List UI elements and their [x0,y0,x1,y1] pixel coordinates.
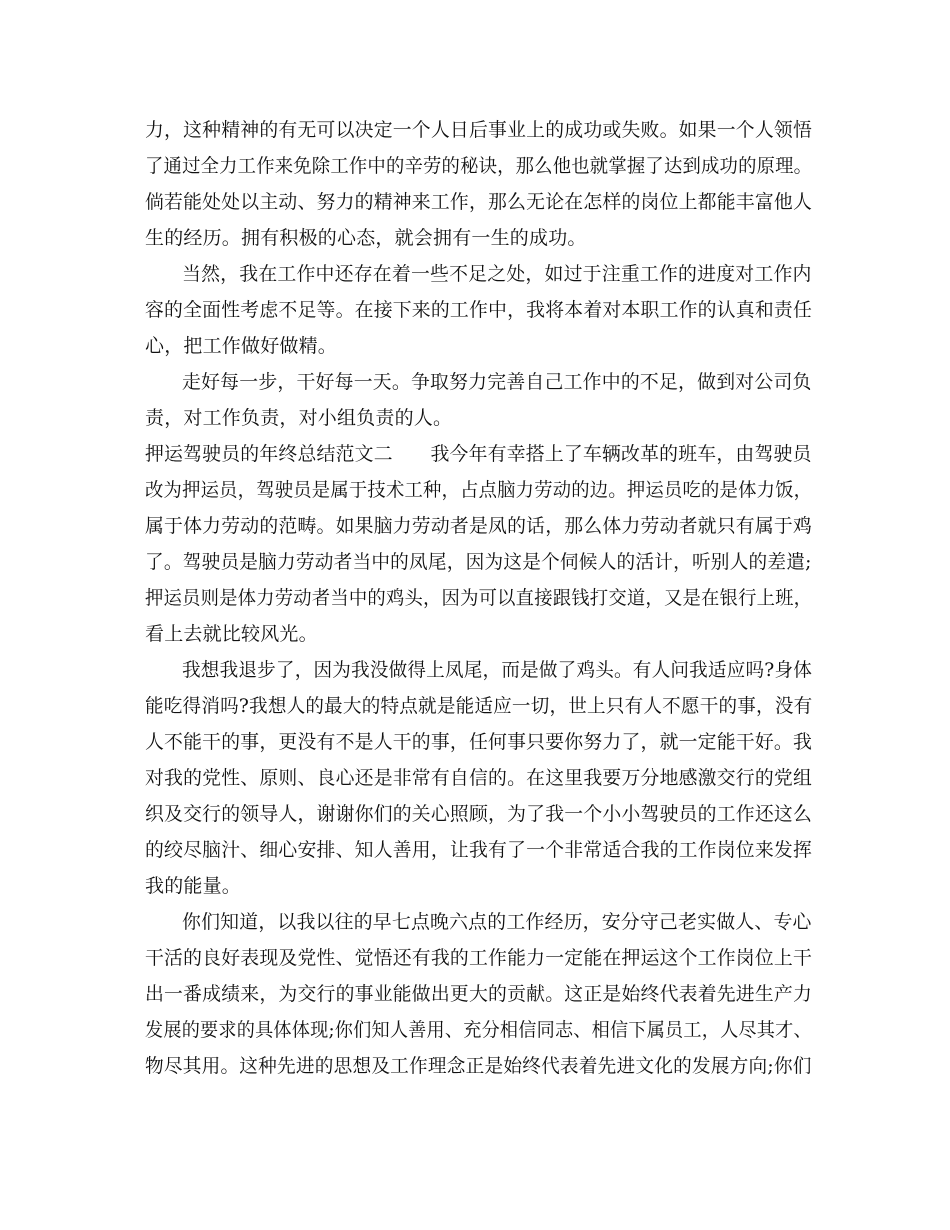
text-line: 发展的要求的具体体现;你们知人善用、充分相信同志、相信下属员工，人尽其才、 [145,1019,812,1041]
text-line: 我的能量。 [145,875,242,897]
text-line: 物尽其用。这种先进的思想及工作理念正是始终代表着先进文化的发展方向;你们 [145,1055,812,1077]
text-line: 押运员则是体力劳动者当中的鸡头，因为可以直接跟钱打交道，又是在银行上班， [145,587,813,609]
text-line: 了通过全力工作来免除工作中的辛劳的秘诀，那么他也就掌握了达到成功的原理。 [145,155,813,177]
text-line: 心，把工作做好做精。 [145,335,338,357]
text-line: 属于体力劳动的范畴。如果脑力劳动者是凤的话，那么体力劳动者就只有属于鸡 [145,515,813,537]
paragraph-first-line: 你们知道，以我以往的早七点晚六点的工作经历，安分守己老实做人、专心 [182,911,812,933]
text-line: 了。驾驶员是脑力劳动者当中的凤尾，因为这是个伺候人的活计，听别人的差遣; [145,551,812,573]
text-line: 的绞尽脑汁、细心安排、知人善用，让我有了一个非常适合我的工作岗位来发挥 [145,839,813,861]
text-line: 对我的党性、原则、良心还是非常有自信的。在这里我要万分地感激交行的党组 [145,767,813,789]
section-heading-line [145,436,812,472]
paragraph-first-line: 我想我退步了，因为我没做得上凤尾，而是做了鸡头。有人问我适应吗?身体 [182,659,813,681]
text-line: 出一番成绩来，为交行的事业能做出更大的贡献。这正是始终代表着先进生产力 [145,983,813,1005]
text-line: 生的经历。拥有积极的心态，就会拥有一生的成功。 [145,227,587,249]
paragraph-first-line: 走好每一步，干好每一天。争取努力完善自己工作中的不足，做到对公司负 [182,371,812,393]
text-line: 织及交行的领导人，谢谢你们的关心照顾，为了我一个小小驾驶员的工作还这么 [145,803,813,825]
paragraph-first-line: 我今年有幸搭上了车辆改革的班车，由驾驶员 [430,443,812,465]
text-line: 责，对工作负责，对小组负责的人。 [145,407,453,429]
text-line: 人不能干的事，更没有不是人干的事，任何事只要你努力了，就一定能干好。我 [145,731,813,753]
text-line: 干活的良好表现及党性、觉悟还有我的工作能力一定能在押运这个工作岗位上干 [145,947,813,969]
text-line: 能吃得消吗?我想人的最大的特点就是能适应一切，世上只有人不愿干的事，没有 [145,695,813,717]
text-line: 改为押运员，驾驶员是属于技术工种，占点脑力劳动的边。押运员吃的是体力饭， [145,479,813,501]
text-line: 力，这种精神的有无可以决定一个人日后事业上的成功或失败。如果一个人领悟 [145,119,813,141]
section-heading: 押运驾驶员的年终总结范文二 [145,443,393,465]
text-line: 倘若能处处以主动、努力的精神来工作，那么无论在怎样的岗位上都能丰富他人 [145,191,813,213]
text-line: 容的全面性考虑不足等。在接下来的工作中，我将本着对本职工作的认真和责任 [145,299,813,321]
text-line: 看上去就比较风光。 [145,623,318,645]
paragraph-first-line: 当然，我在工作中还存在着一些不足之处，如过于注重工作的进度对工作内 [182,263,812,285]
